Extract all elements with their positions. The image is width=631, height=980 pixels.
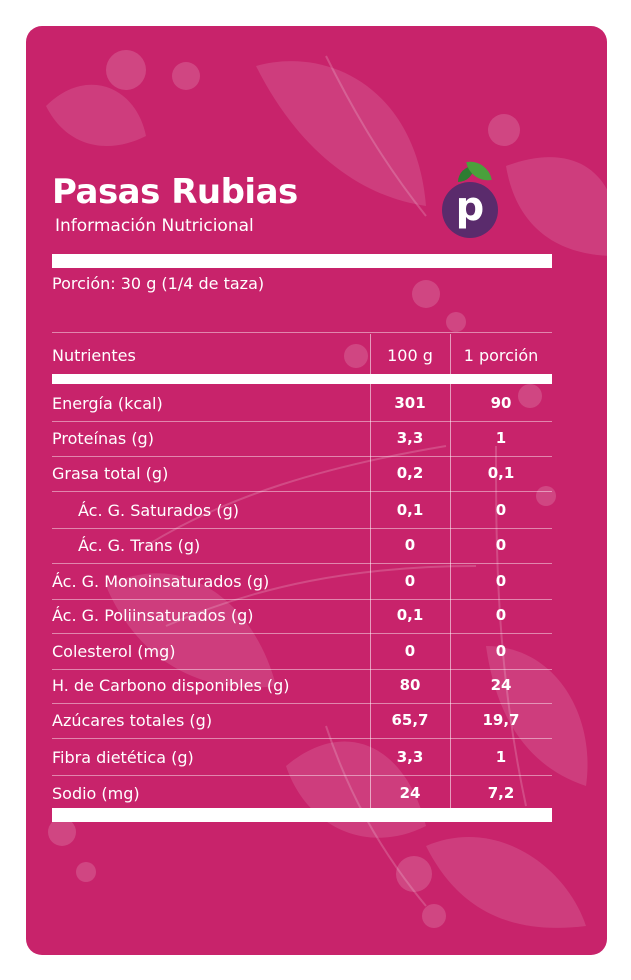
nutrient-name: Ác. G. Trans (g) bbox=[78, 535, 201, 555]
table-row bbox=[52, 456, 552, 490]
value-per-100g: 0,1 bbox=[396, 501, 424, 519]
page-subtitle: Información Nutricional bbox=[55, 216, 254, 236]
table-row bbox=[52, 564, 552, 598]
table-row bbox=[52, 528, 552, 562]
value-per-portion: 7,2 bbox=[487, 784, 515, 802]
value-per-100g: 301 bbox=[394, 394, 426, 412]
value-per-100g: 3,3 bbox=[396, 748, 424, 766]
nutrient-name: H. de Carbono disponibles (g) bbox=[52, 675, 290, 695]
divider-bar-top bbox=[52, 254, 552, 268]
value-per-100g: 80 bbox=[399, 676, 421, 694]
value-per-portion: 1 bbox=[495, 748, 507, 766]
nutrient-name: Fibra dietética (g) bbox=[52, 747, 194, 767]
logo-letter: p bbox=[442, 182, 498, 238]
leaf-icon bbox=[466, 158, 491, 183]
nutrient-name: Proteínas (g) bbox=[52, 428, 154, 448]
nutrient-name: Sodio (mg) bbox=[52, 783, 140, 803]
table-header bbox=[52, 338, 552, 372]
nutrient-name: Ác. G. Poliinsaturados (g) bbox=[52, 605, 254, 625]
column-divider bbox=[450, 334, 451, 384]
divider bbox=[52, 332, 552, 333]
nutrient-name: Ác. G. Saturados (g) bbox=[78, 500, 239, 520]
value-per-portion: 24 bbox=[490, 676, 512, 694]
value-per-portion: 0 bbox=[495, 572, 507, 590]
row-divider bbox=[52, 491, 552, 492]
value-per-100g: 65,7 bbox=[391, 711, 429, 729]
value-per-portion: 0 bbox=[495, 642, 507, 660]
table-row bbox=[52, 776, 552, 810]
table-row bbox=[52, 703, 552, 737]
value-per-portion: 0 bbox=[495, 536, 507, 554]
value-per-portion: 19,7 bbox=[482, 711, 520, 729]
table-row bbox=[52, 493, 552, 527]
row-divider bbox=[52, 738, 552, 739]
table-row bbox=[52, 668, 552, 702]
value-per-100g: 24 bbox=[399, 784, 421, 802]
nutrient-name: Energía (kcal) bbox=[52, 393, 163, 413]
value-per-100g: 0,1 bbox=[396, 606, 424, 624]
portion-size: Porción: 30 g (1/4 de taza) bbox=[52, 274, 265, 293]
value-per-portion: 0 bbox=[495, 606, 507, 624]
nutrient-name: Colesterol (mg) bbox=[52, 641, 176, 661]
table-row bbox=[52, 421, 552, 455]
header-nutrients: Nutrientes bbox=[52, 345, 136, 365]
table-row bbox=[52, 598, 552, 632]
value-per-100g: 0 bbox=[404, 572, 416, 590]
value-per-100g: 3,3 bbox=[396, 429, 424, 447]
value-per-portion: 0 bbox=[495, 501, 507, 519]
divider-bar-header bbox=[52, 374, 552, 384]
value-per-portion: 1 bbox=[495, 429, 507, 447]
page-title: Pasas Rubias bbox=[52, 172, 298, 212]
value-per-portion: 0,1 bbox=[487, 464, 515, 482]
column-divider bbox=[370, 334, 371, 384]
table-row bbox=[52, 740, 552, 774]
header-per-100g: 100 g bbox=[387, 345, 433, 365]
value-per-100g: 0 bbox=[404, 642, 416, 660]
divider-bar-bottom bbox=[52, 808, 552, 822]
table-row bbox=[52, 634, 552, 668]
table-row bbox=[52, 386, 552, 420]
header-per-portion: 1 porción bbox=[463, 345, 539, 365]
nutrient-name: Grasa total (g) bbox=[52, 463, 169, 483]
column-divider bbox=[370, 384, 371, 808]
nutrient-name: Ác. G. Monoinsaturados (g) bbox=[52, 571, 270, 591]
column-divider bbox=[450, 384, 451, 808]
value-per-portion: 90 bbox=[490, 394, 512, 412]
brand-logo bbox=[438, 160, 504, 232]
value-per-100g: 0 bbox=[404, 536, 416, 554]
value-per-100g: 0,2 bbox=[396, 464, 424, 482]
nutrient-name: Azúcares totales (g) bbox=[52, 710, 213, 730]
